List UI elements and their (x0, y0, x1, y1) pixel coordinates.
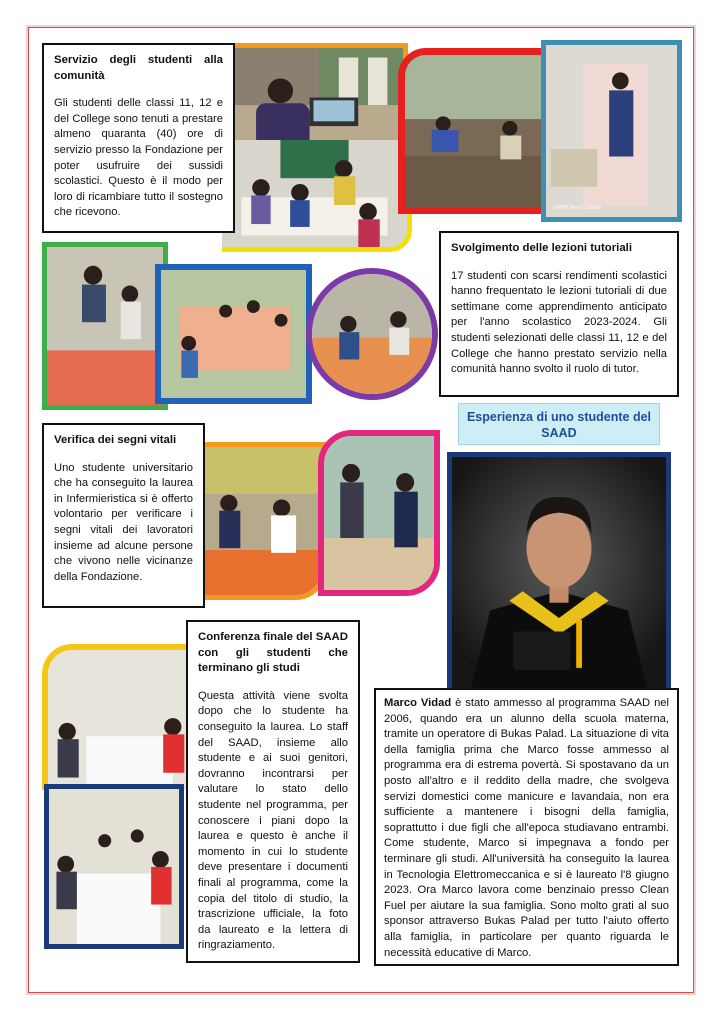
photo-tutorial-green (42, 242, 168, 410)
community-service-title: Servizio degli studenti alla comunità (54, 54, 223, 82)
photo-vital-orange (200, 442, 326, 600)
photo-kids-table (222, 140, 412, 252)
community-service-box (42, 43, 235, 233)
final-conference-title: Conferenza finale del SAAD con gli studenti che terminano gli studi (198, 631, 349, 675)
photo-tutorial-purple (306, 268, 438, 400)
photo-conference-yellow (42, 644, 192, 790)
student-experience-text-wrapper (384, 696, 669, 961)
student-experience-box (374, 688, 679, 966)
photo-curtain (541, 40, 682, 222)
vital-signs-title: Verifica dei segni vitali (54, 434, 177, 446)
watermark-text: OPPO Reno 5 Series (554, 205, 602, 211)
vital-signs-text: Uno studente universitario che ha conseguito la laurea in Infermieristica si è offerto volontario per verificare i segni vitali dei lavoratori insieme ad alcune persone che vivono nelle vicinanze della Fondazione. (54, 461, 193, 583)
photo-cleaning-yard (398, 48, 548, 214)
tutorials-box (439, 231, 679, 397)
vital-signs-box (42, 423, 205, 608)
tutorials-text: 17 studenti con scarsi rendimenti scolastici hanno frequentato le lezioni tutoriali di due settimane come apprendimento anticipato per l'anno scolastico 2023-2024. Gli studenti selezionati delle classi 11, 12 e del College che hanno prestato servizio nella comunità hanno svolto il ruolo di tutor. (451, 269, 667, 376)
final-conference-box (186, 620, 360, 963)
photo-tutorial-blue (155, 264, 312, 404)
photo-graduate (447, 452, 671, 694)
community-service-text: Gli studenti delle classi 11, 12 e del College sono tenuti a prestare almeno quaranta (40) ore di servizio presso la Fondazione per poter usufruire dei sussidi scolastici. Questo è il modo per loro di ricambiare tutto il sostegno che ricevono. (54, 97, 223, 219)
photo-vital-pink (318, 430, 440, 596)
student-experience-text: è stato ammesso al programma SAAD nel 2006, quando era un alunno della scuola materna, tramite un operatore di Bukas Palad. La situazione di vita della famiglia prima che Marco fosse ammesso al programma era di estrema povertà. Si spostavano da un posto all'altro e il reddito della madre, che svolgeva servizi domestici come manicure e lavandaia, non era sufficiente a mantenere i bisogni della famiglia, soprattutto i due figli che all'epoca studiavano entrambi. Come studente, Marco si impegnava a fondo per terminare gli studi. All'università ha conseguito la laurea in Tecnologia Elettromeccanica e si è laureato l'8 giugno 2023. Ora Marco lavora come benzinaio presso Clean Fuel per aiutare la sua famiglia. Sono molto grati al suo sponsor attraverso Bukas Palad per tutto l'aiuto offerto alla famiglia, in particolare per quanto riguarda le necessità educative di Marco. (384, 697, 669, 959)
photo-student-laptop (222, 43, 408, 147)
photo-conference-navy (44, 784, 184, 949)
tutorials-title: Svolgimento delle lezioni tutoriali (451, 242, 633, 254)
final-conference-text: Questa attività viene svolta dopo che lo studente ha conseguito la laurea. Lo staff del SAAD, insieme allo studente e ai suoi genitori, dovranno incontrarsi per valutare lo stato dello studente nel programma, per conoscere i piani dopo la laurea e questo è anche il momento in cui lo studente deve presentare i documenti finali al programma, come la copia del titolo di studio, la trascrizione ufficiale, la foto da laureato e la lettera di ringraziamento. (198, 689, 348, 952)
student-experience-banner-text: Esperienza di uno studente del SAAD (466, 410, 652, 440)
student-experience-banner (458, 403, 660, 445)
student-name: Marco Vidad (384, 697, 452, 709)
